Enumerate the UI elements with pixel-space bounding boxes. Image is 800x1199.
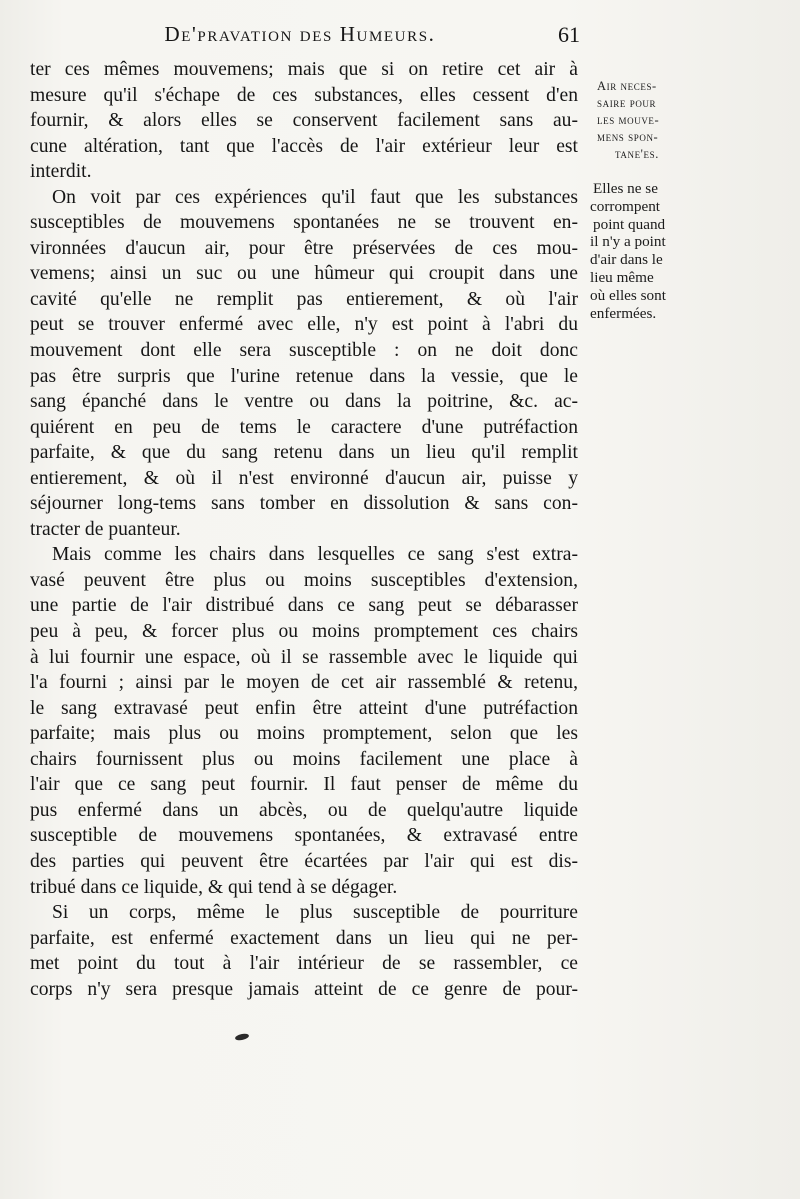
- page-number: 61: [558, 22, 580, 47]
- text-line: à lui fournir une espace, où il se rassemble avec le liquide qui: [30, 646, 578, 668]
- margin-note-line: d'air dans le: [590, 251, 663, 269]
- text-line: parfaite; mais plus ou moins promptement, selon que les: [30, 723, 578, 745]
- text-line: sang épanché dans le ventre ou dans la poitrine, &c. ac-: [30, 391, 578, 413]
- text-line: corps n'y sera presque jamais atteint de ce genre de pour-: [30, 978, 578, 1000]
- running-title: De'pravation des Humeurs.: [164, 22, 436, 46]
- margin-note-line: Air neces-: [597, 79, 657, 93]
- text-line: pas être surpris que l'urine retenue dans la vessie, que le: [30, 365, 578, 387]
- margin-note-2: [590, 180, 700, 322]
- text-line: tribué dans ce liquide, & qui tend à se dégager.: [30, 876, 398, 898]
- paragraph: [30, 57, 578, 185]
- margin-note-line: mens spon-: [597, 130, 659, 144]
- paragraph: [30, 185, 578, 543]
- paragraph: [30, 542, 578, 900]
- margin-note-line: il n'y a point: [590, 233, 666, 251]
- text-line: quiérent en peu de tems le caractere d'une putréfaction: [30, 416, 578, 438]
- text-line: fournir, & alors elles se conservent facilement sans au-: [30, 110, 578, 132]
- text-line: le sang extravasé peut enfin être atteint d'une putréfaction: [30, 697, 578, 719]
- text-line: l'a fourni ; ainsi par le moyen de cet air rassemblé & retenu,: [30, 672, 578, 694]
- text-line: On voit par ces expériences qu'il faut que les substances: [52, 186, 578, 208]
- text-line: mesure qu'il s'échape de ces substances, elles cessent d'en: [30, 84, 578, 106]
- text-line: tracter de puanteur.: [30, 518, 181, 540]
- main-text: [30, 57, 578, 1002]
- text-line: vasé peuvent être plus ou moins susceptibles d'extension,: [30, 569, 578, 591]
- paragraph: [30, 900, 578, 1002]
- margin-note-line: tane'es.: [615, 147, 659, 161]
- margin-note-1: [597, 78, 697, 163]
- text-line: susceptibles de mouvemens spontanées ne se trouvent en-: [30, 212, 578, 234]
- text-line: Mais comme les chairs dans lesquelles ce sang s'est extra-: [52, 544, 578, 566]
- text-line: vemens; ainsi un suc ou une hûmeur qui croupit dans une: [30, 263, 578, 285]
- text-line: peu à peu, & forcer plus ou moins promptement ces chairs: [30, 621, 578, 643]
- text-line: parfaite, & que du sang retenu dans un lieu qu'il remplit: [30, 442, 578, 464]
- text-line: parfaite, est enfermé exactement dans un lieu qui ne per-: [30, 927, 578, 949]
- text-line: cavité qu'elle ne remplit pas entierement, & où l'air: [30, 288, 578, 310]
- text-line: des parties qui peuvent être écartées par l'air qui est dis-: [30, 850, 578, 872]
- text-line: une partie de l'air distribué dans ce sang peut se débarasser: [30, 595, 578, 617]
- text-line: chairs fournissent plus ou moins facilement une place à: [30, 748, 578, 770]
- text-line: mouvement dont elle sera susceptible : on ne doit donc: [30, 340, 578, 362]
- text-line: met point du tout à l'air intérieur de se rassembler, ce: [30, 953, 578, 975]
- text-line: pus enfermé dans un abcès, ou de quelqu'autre liquide: [30, 799, 578, 821]
- text-line: entierement, & où il n'est environné d'aucun air, puisse y: [30, 467, 578, 489]
- ink-stain: [235, 1033, 250, 1042]
- margin-note-line: où elles sont: [590, 286, 666, 304]
- margin-note-line: saire pour: [597, 96, 657, 110]
- margin-note-line: les mouve-: [597, 113, 660, 127]
- text-line: interdit.: [30, 161, 92, 183]
- running-head: [100, 22, 580, 50]
- text-line: séjourner long-tems sans tomber en dissolution & sans con-: [30, 493, 578, 515]
- text-line: susceptible de mouvemens spontanées, & extravasé entre: [30, 825, 578, 847]
- margin-note-line: corrompent: [590, 197, 661, 215]
- text-line: l'air que ce sang peut fournir. Il faut penser de même du: [30, 774, 578, 796]
- text-line: peut se trouver enfermé avec elle, n'y est point à l'abri du: [30, 314, 578, 336]
- margin-note-line: point quand: [593, 215, 666, 233]
- margin-note-line: Elles ne se: [593, 180, 658, 197]
- text-line: Si un corps, même le plus susceptible de pourriture: [52, 902, 578, 924]
- margin-note-line: lieu même: [590, 268, 654, 286]
- text-line: cune altération, tant que l'accès de l'air extérieur leur est: [30, 135, 578, 157]
- text-line: vironnées d'aucun air, pour être préservées de ces mou-: [30, 237, 578, 259]
- text-line: ter ces mêmes mouvemens; mais que si on retire cet air à: [30, 59, 578, 80]
- margin-note-line: enfermées.: [590, 304, 657, 322]
